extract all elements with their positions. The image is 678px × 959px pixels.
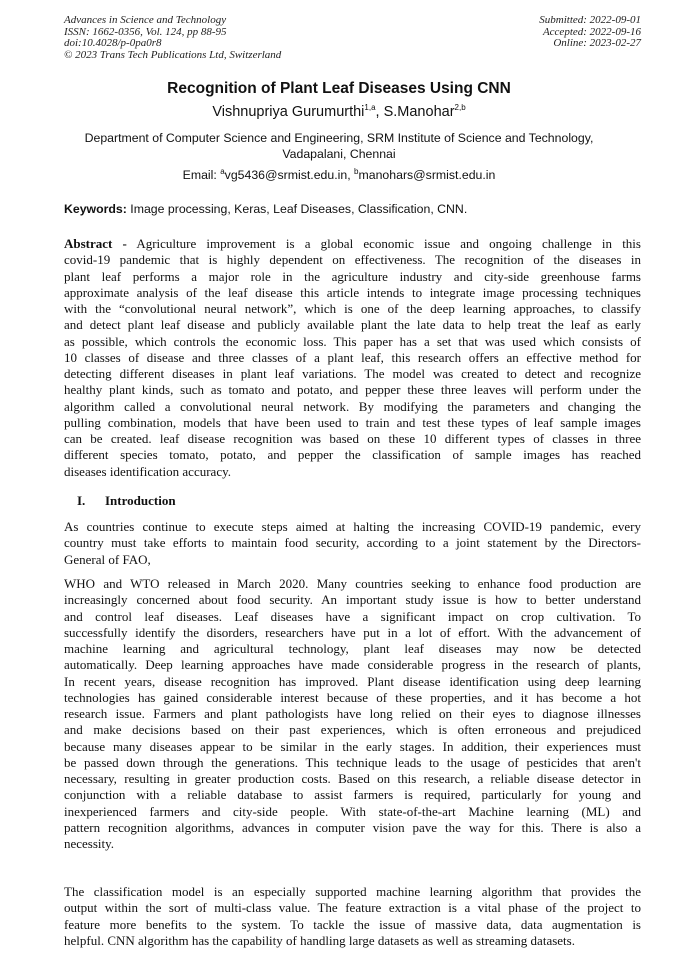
text-line: helpful. CNN algorithm has the capability of handling large datasets as well as streaming datasets.: [64, 932, 575, 948]
email-link[interactable]: manohars@srmist.edu.in: [358, 168, 496, 183]
text-line: output within the sort of multi-class value. The feature extraction is a vital phase of the project to: [64, 900, 641, 916]
text-line: inexperienced farmers and city-side people. With state-of-the-art Machine learning (ML) and: [64, 803, 641, 819]
text-line: can be created. leaf disease recognition was based on these 10 different types of classes in three: [64, 431, 641, 446]
section-heading: [77, 493, 176, 509]
text-line: different species tomato, potato, and pepper the classification of sample images has reached: [64, 447, 641, 463]
intro-paragraph: [64, 519, 641, 568]
text-line: approximate analysis of the leaf disease this article intends to integrate image processing techniques: [64, 284, 641, 300]
text-line: © 2023 Trans Tech Publications Ltd, Switzerland: [64, 48, 282, 61]
text-line: conjunction with a reliable database to assist farmers is required, particularly for young and: [64, 787, 641, 803]
text-line: Advances in Science and Technology: [64, 14, 227, 26]
text-line: because many diseases appear to be similar in the early stages. In addition, their experiences must: [64, 738, 641, 754]
authors: [0, 103, 678, 120]
text-line: technologies has gained considerable interest because of these properties, and it has become a hot: [64, 689, 641, 705]
text-line: covid-19 pandemic that is highly dependent on effectiveness. The recognition of the diseases in: [64, 252, 641, 268]
text-line: necessity.: [64, 836, 115, 851]
keywords-text: Image processing, Keras, Leaf Diseases, Classification, CNN.: [126, 202, 468, 216]
abstract: [64, 236, 641, 480]
email-label: Email:: [182, 168, 221, 183]
text-line: research issue. Farmers and plant pathologists have long relied on their eyes to diagnose illnesses: [64, 706, 641, 721]
text-line: Online: 2023-02-27: [553, 37, 641, 50]
abstract-label: Abstract -: [64, 236, 127, 251]
email-mark: b: [354, 167, 359, 176]
keywords: [64, 202, 467, 216]
abstract-text: Agriculture improvement is a global economic issue and ongoing challenge in this: [126, 236, 641, 251]
text-line: 10 classes of disease and three classes of a plant leaf, this research offers an effective method for: [64, 349, 641, 365]
text-line: necessary, resulting in greater production costs. Based on this research, a reliable disease detector in: [64, 771, 641, 786]
section-number: I.: [77, 493, 86, 508]
text-line: pattern recognition algorithms, advances in computer vision pave the way for this. There is also a: [64, 819, 641, 835]
text-line: The classification model is an especially supported machine learning algorithm that provides the: [64, 884, 641, 899]
submission-dates: [539, 15, 641, 50]
email-line: [0, 167, 678, 182]
affiliation: [0, 131, 678, 162]
text-line: ISSN: 1662-0356, Vol. 124, pp 88-95: [64, 25, 227, 38]
text-line: be passed down through the generations. This technique leads to the usage of pesticides that aren't: [64, 754, 641, 770]
text-line: healthy plant kinds, such as tomato and potato, and pepper these three leaves will perform under the: [64, 382, 641, 398]
section-title: Introduction: [105, 493, 176, 508]
intro-paragraph: [64, 884, 641, 949]
author-affiliation-mark: 2,b: [454, 103, 466, 112]
text-line: pulling combination, models that have been used to train and test these types of leaf sample images: [64, 414, 641, 430]
text-line: automatically. Deep learning approaches have made considerable progress in the research of plants,: [64, 657, 641, 673]
text-line: feature more benefits to the system. To tackle the issue of massive data, data augmentation is: [64, 916, 641, 932]
keywords-label: Keywords:: [64, 202, 127, 216]
text-line: In recent years, disease recognition has improved. Plant disease identification using deep learning: [64, 673, 641, 689]
text-line: successfully identify the disorders, researchers have put in a lot of effort. With the advancement of: [64, 624, 641, 640]
text-line: country must take efforts to maintain food security, according to a joint statement by the Directors-: [64, 535, 641, 551]
text-line: WHO and WTO released in March 2020. Many countries seeking to enhance food production are: [64, 576, 641, 591]
intro-paragraph: [64, 576, 641, 852]
author-name: S.Manohar: [383, 103, 455, 120]
text-line: as possible, which controls the economic loss. This paper has a set that was used which consists of: [64, 333, 641, 349]
author-name: Vishnupriya Gurumurthi: [212, 103, 365, 120]
text-line: algorithm called a convolutional neural network. By modifying the parameters and changing the: [64, 398, 641, 414]
author-affiliation-mark: 1,a: [364, 103, 376, 112]
text-line: doi:10.4028/p-0pa0r8: [64, 37, 162, 50]
text-line: Submitted: 2022-09-01: [539, 14, 641, 26]
text-line: machine learning and agricultural technology, plant leaf diseases may now be detected: [64, 641, 641, 656]
text-line: diseases identification accuracy.: [64, 463, 231, 479]
text-line: and detect plant leaf disease and publicly available plant the late data to help treat the leaf as early: [64, 317, 641, 333]
email-mark: a: [220, 167, 225, 176]
text-line: Accepted: 2022-09-16: [542, 25, 641, 38]
email-link[interactable]: vg5436@srmist.edu.in,: [224, 168, 355, 183]
text-line: [64, 236, 641, 252]
paper-title: Recognition of Plant Leaf Diseases Using CNN: [167, 80, 511, 97]
text-line: and control leaf diseases. Leaf diseases have a significant impact on crop cultivation. To: [64, 608, 641, 624]
text-line: General of FAO,: [64, 551, 151, 567]
journal-header: [64, 15, 281, 61]
text-line: plant leaf performs a major role in the agriculture industry and city-side greenhouse farms: [64, 268, 641, 284]
text-line: increasingly concerned about food security. An important study issue is how to better understand: [64, 592, 641, 608]
text-line: and make decisions based on their past experiences, which is often erroneous and prejudiced: [64, 722, 641, 738]
text-line: As countries continue to execute steps aimed at halting the increasing COVID-19 pandemic, every: [64, 519, 641, 534]
affiliation-line: Department of Computer Science and Engineering, SRM Institute of Science and Technology,: [84, 131, 594, 145]
affiliation-line: Vadapalani, Chennai: [282, 146, 396, 161]
text-line: with the “convolutional neural network”, which is one of the deep learning approaches, to classify: [64, 301, 641, 316]
text-line: detecting different diseases in plant leaf variations. The model was created to detect and recognize: [64, 366, 641, 381]
author-separator: ,: [375, 103, 384, 120]
